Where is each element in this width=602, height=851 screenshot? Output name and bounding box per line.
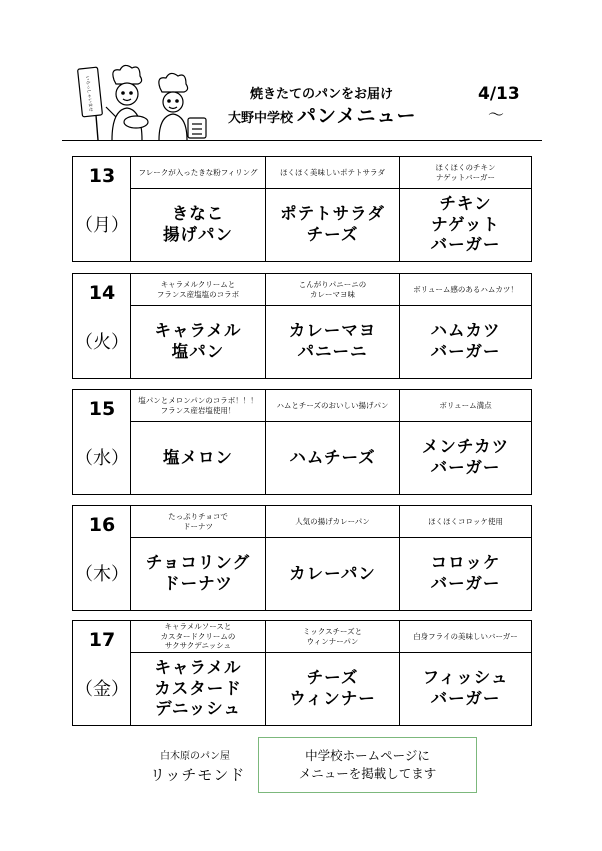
page-header xyxy=(0,0,602,150)
menu-item xyxy=(131,390,265,494)
menu-item xyxy=(131,157,265,261)
item-description: 塩パンとメロンパンのコラボ！！！ フランス産岩塩使用！ xyxy=(131,390,265,422)
item-name: きなこ 揚げパン xyxy=(163,204,233,244)
item-name: キャラメル カスタード デニッシュ xyxy=(154,658,242,719)
date-tilde: ～ xyxy=(488,105,505,124)
day-weekday: （木） xyxy=(75,564,129,585)
menu-item xyxy=(131,506,265,610)
shop-label: 白木原のパン屋 xyxy=(160,751,230,762)
item-description: たっぷりチョコで ドーナツ xyxy=(131,506,265,538)
item-description: キャラメルソースと カスタードクリームの サクサクデニッシュ xyxy=(131,621,265,653)
menu-item xyxy=(399,274,531,378)
menu-item xyxy=(131,274,265,378)
menu-date: 4/13 xyxy=(478,84,520,104)
menu-item xyxy=(399,506,531,610)
day-block-tue xyxy=(72,273,532,379)
item-description: キャラメルクリームと フランス産塩塩のコラボ xyxy=(131,274,265,306)
chef-right-icon xyxy=(159,73,206,140)
day-weekday: （金） xyxy=(75,679,129,700)
chef-left-icon xyxy=(106,65,148,140)
item-name: カレーマヨ パニーニ xyxy=(288,321,377,361)
item-name: チキン ナゲット バーガー xyxy=(430,194,501,255)
menu-item xyxy=(399,621,531,725)
menu-item xyxy=(265,506,399,610)
day-block-mon xyxy=(72,156,532,262)
page-title xyxy=(228,101,416,128)
day-block-thu xyxy=(72,505,532,611)
day-number: 15 xyxy=(88,398,116,420)
item-description: ボリューム感のあるハムカツ！ xyxy=(400,274,531,306)
item-name: 塩メロン xyxy=(163,447,233,467)
item-name: ハムカツ バーガー xyxy=(430,321,501,361)
item-name: カレーパン xyxy=(289,563,376,583)
header-divider xyxy=(62,140,542,141)
day-number: 16 xyxy=(88,514,116,536)
item-description: フレークが入ったきな粉フィリング xyxy=(131,157,265,189)
item-description: ボリューム満点 xyxy=(400,390,531,422)
item-name: コロッケ バーガー xyxy=(430,553,501,593)
svg-text:いらっしゃいませ: いらっしゃいませ xyxy=(84,75,93,113)
day-number: 13 xyxy=(88,165,116,187)
item-name: チョコリング ドーナツ xyxy=(145,553,251,593)
item-name: フィッシュ バーガー xyxy=(422,668,509,708)
item-description: ハムとチーズのおいしい揚げパン xyxy=(266,390,399,422)
item-description: こんがりパニーニの カレーマヨ味 xyxy=(266,274,399,306)
item-description: 白身フライの美味しいバーガー xyxy=(400,621,531,653)
menu-item xyxy=(265,390,399,494)
menu-item xyxy=(399,390,531,494)
item-name: キャラメル 塩パン xyxy=(154,321,242,361)
header-tagline: 焼きたてのパンをお届け xyxy=(250,87,394,102)
menu-item xyxy=(265,621,399,725)
day-weekday: （水） xyxy=(75,448,129,469)
menu-item xyxy=(131,621,265,725)
day-cell xyxy=(73,506,131,610)
menu-item xyxy=(399,157,531,261)
shop-name: リッチモンド xyxy=(150,766,246,784)
day-number: 17 xyxy=(88,629,116,651)
day-number: 14 xyxy=(88,282,116,304)
item-description: ほくほく美味しいポテトサラダ xyxy=(266,157,399,189)
item-name: メンチカツ バーガー xyxy=(421,437,510,477)
day-cell xyxy=(73,390,131,494)
item-name: ハムチーズ xyxy=(289,447,376,467)
item-description: ミックスチーズと ウィンナーパン xyxy=(266,621,399,653)
bakers-illustration xyxy=(76,62,231,142)
item-description: ほくほくコロッケ使用 xyxy=(400,506,531,538)
item-name: チーズ ウィンナー xyxy=(289,668,376,708)
day-cell xyxy=(73,274,131,378)
day-weekday: （月） xyxy=(75,215,129,236)
day-cell xyxy=(73,157,131,261)
day-block-wed xyxy=(72,389,532,495)
school-name: 大野中学校 xyxy=(228,111,294,126)
menu-title: パンメニュー xyxy=(297,105,417,127)
item-name: ポテトサラダ チーズ xyxy=(280,204,385,244)
menu-item xyxy=(265,274,399,378)
menu-item xyxy=(265,157,399,261)
homepage-notice: 中学校ホームページに メニューを掲載してます xyxy=(258,737,477,793)
day-block-fri xyxy=(72,620,532,726)
item-description: 人気の揚げカレーパン xyxy=(266,506,399,538)
item-description: ほくほくのチキン ナゲットバーガー xyxy=(400,157,531,189)
day-weekday: （火） xyxy=(75,332,129,353)
day-cell xyxy=(73,621,131,725)
